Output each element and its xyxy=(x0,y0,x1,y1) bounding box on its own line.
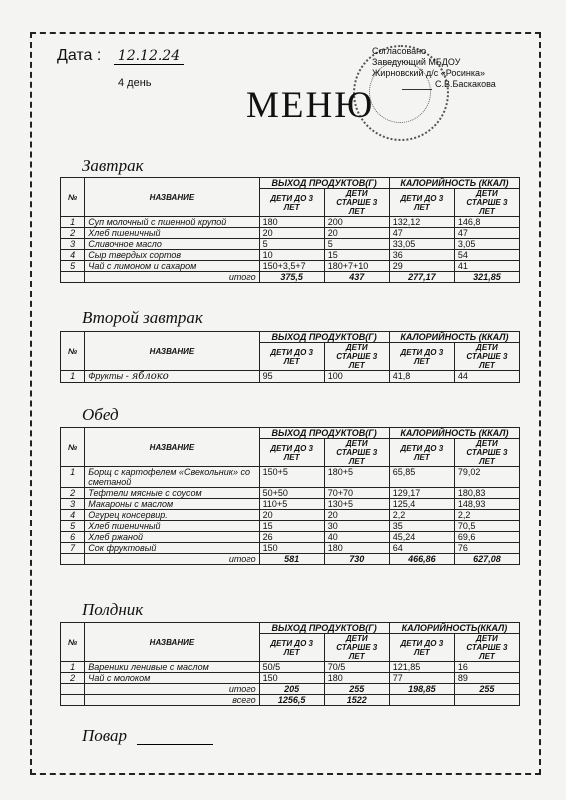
row-k2: 79,02 xyxy=(454,467,519,488)
row-q2: 30 xyxy=(324,521,389,532)
row-k2: 70,5 xyxy=(454,521,519,532)
section-title-second-breakfast: Второй завтрак xyxy=(82,308,203,327)
row-k1: 2,2 xyxy=(389,510,454,521)
row-k1: 35 xyxy=(389,521,454,532)
approver-signature xyxy=(402,89,432,90)
total-label: итого xyxy=(85,272,259,283)
row-num: 3 xyxy=(61,239,85,250)
total-label: итого xyxy=(85,554,259,565)
approver-name: С.В.Баскакова xyxy=(435,79,496,89)
cook-line xyxy=(82,726,213,746)
col-over3: ДЕТИ СТАРШЕ 3 ЛЕТ xyxy=(324,189,389,217)
row-k1: 132,12 xyxy=(389,217,454,228)
col-under3: ДЕТИ ДО 3 ЛЕТ xyxy=(259,189,324,217)
row-name: Хлеб пшеничный xyxy=(85,521,259,532)
row-q2: 20 xyxy=(324,510,389,521)
col-over3: ДЕТИ СТАРШЕ 3 ЛЕТ xyxy=(324,439,389,467)
col-num: № xyxy=(61,332,85,371)
row-k1: 64 xyxy=(389,543,454,554)
row-q2: 180+5 xyxy=(324,467,389,488)
row-k2: 54 xyxy=(454,250,519,261)
row-k2: 148,93 xyxy=(454,499,519,510)
section-title-lunch: Обед xyxy=(82,405,119,424)
table-row xyxy=(61,228,520,239)
total-k2: 321,85 xyxy=(454,272,519,283)
row-k2: 44 xyxy=(454,371,519,383)
table-row xyxy=(61,467,520,488)
row-k1: 47 xyxy=(389,228,454,239)
day-label: 4 день xyxy=(118,77,152,89)
cook-signature xyxy=(137,730,213,745)
col-over3: ДЕТИ СТАРШЕ 3 ЛЕТ xyxy=(454,343,519,371)
grand-total-q2: 1522 xyxy=(324,695,389,706)
col-output: ВЫХОД ПРОДУКТОВ(Г) xyxy=(259,178,389,189)
col-calories: КАЛОРИЙНОСТЬ (ККАЛ) xyxy=(389,428,519,439)
row-num: 1 xyxy=(61,662,85,673)
row-k2: 41 xyxy=(454,261,519,272)
row-name-text: Фрукты - xyxy=(88,371,129,381)
table-row xyxy=(61,371,520,383)
col-under3: ДЕТИ ДО 3 ЛЕТ xyxy=(389,343,454,371)
row-k2: 89 xyxy=(454,673,519,684)
row-name: Тефтели мясные с соусом xyxy=(85,488,259,499)
col-over3: ДЕТИ СТАРШЕ 3 ЛЕТ xyxy=(454,634,519,662)
row-num: 2 xyxy=(61,673,85,684)
row-q1: 150 xyxy=(259,543,324,554)
approval-block xyxy=(372,46,496,90)
table-row xyxy=(61,543,520,554)
row-q2: 15 xyxy=(324,250,389,261)
table-row xyxy=(61,499,520,510)
row-k2: 47 xyxy=(454,228,519,239)
row-name: Макароны с маслом xyxy=(85,499,259,510)
row-k2: 2,2 xyxy=(454,510,519,521)
total-k2: 627,08 xyxy=(454,554,519,565)
table-row xyxy=(61,673,520,684)
row-k1: 65,85 xyxy=(389,467,454,488)
row-q2: 5 xyxy=(324,239,389,250)
menu-title: МЕНЮ xyxy=(246,85,375,126)
col-under3: ДЕТИ ДО 3 ЛЕТ xyxy=(259,439,324,467)
col-name: НАЗВАНИЕ xyxy=(85,623,259,662)
row-k2: 76 xyxy=(454,543,519,554)
col-num: № xyxy=(61,428,85,467)
col-name: НАЗВАНИЕ xyxy=(85,332,259,371)
second-breakfast-table xyxy=(60,331,520,383)
row-name: Чай с лимоном и сахаром xyxy=(85,261,259,272)
total-row xyxy=(61,684,520,695)
col-under3: ДЕТИ ДО 3 ЛЕТ xyxy=(259,634,324,662)
row-q1: 150+3,5+7 xyxy=(259,261,324,272)
table-row xyxy=(61,217,520,228)
date-block xyxy=(57,47,184,65)
grand-total-q1: 1256,5 xyxy=(259,695,324,706)
row-num: 3 xyxy=(61,499,85,510)
row-num: 4 xyxy=(61,510,85,521)
row-q1: 15 xyxy=(259,521,324,532)
row-k2: 146,8 xyxy=(454,217,519,228)
row-k1: 129,17 xyxy=(389,488,454,499)
table-row xyxy=(61,488,520,499)
total-k1: 466,86 xyxy=(389,554,454,565)
row-q2: 100 xyxy=(324,371,389,383)
row-k2: 3,05 xyxy=(454,239,519,250)
row-name: Сливочное масло xyxy=(85,239,259,250)
col-output: ВЫХОД ПРОДУКТОВ(Г) xyxy=(259,428,389,439)
col-under3: ДЕТИ ДО 3 ЛЕТ xyxy=(259,343,324,371)
row-q2: 40 xyxy=(324,532,389,543)
date-value: 12.12.24 xyxy=(114,48,184,65)
col-num: № xyxy=(61,623,85,662)
total-q1: 205 xyxy=(259,684,324,695)
section-title-breakfast: Завтрак xyxy=(82,156,144,175)
row-q1: 26 xyxy=(259,532,324,543)
row-num: 2 xyxy=(61,488,85,499)
row-q2: 180 xyxy=(324,673,389,684)
row-num: 4 xyxy=(61,250,85,261)
row-num: 6 xyxy=(61,532,85,543)
row-num: 1 xyxy=(61,371,85,383)
approve-line: Согласовано xyxy=(372,46,427,56)
row-q1: 50+50 xyxy=(259,488,324,499)
total-q1: 375,5 xyxy=(259,272,324,283)
total-q2: 255 xyxy=(324,684,389,695)
row-q2: 200 xyxy=(324,217,389,228)
row-q1: 150+5 xyxy=(259,467,324,488)
row-k1: 121,85 xyxy=(389,662,454,673)
row-q2: 130+5 xyxy=(324,499,389,510)
row-k2: 16 xyxy=(454,662,519,673)
row-q2: 70/5 xyxy=(324,662,389,673)
col-name: НАЗВАНИЕ xyxy=(85,178,259,217)
row-num: 1 xyxy=(61,467,85,488)
col-under3: ДЕТИ ДО 3 ЛЕТ xyxy=(389,439,454,467)
row-q1: 110+5 xyxy=(259,499,324,510)
row-name: Хлеб пшеничный xyxy=(85,228,259,239)
row-k2: 180,83 xyxy=(454,488,519,499)
table-row xyxy=(61,521,520,532)
total-row xyxy=(61,272,520,283)
col-calories: КАЛОРИЙНОСТЬ(ККАЛ) xyxy=(389,623,519,634)
row-name: Вареники ленивые с маслом xyxy=(85,662,259,673)
col-under3: ДЕТИ ДО 3 ЛЕТ xyxy=(389,634,454,662)
row-name: Борщ с картофелем «Свекольник» со сметаной xyxy=(85,467,259,488)
total-k1: 277,17 xyxy=(389,272,454,283)
col-under3: ДЕТИ ДО 3 ЛЕТ xyxy=(389,189,454,217)
row-num: 5 xyxy=(61,261,85,272)
row-k1: 33,05 xyxy=(389,239,454,250)
table-row xyxy=(61,532,520,543)
row-num: 7 xyxy=(61,543,85,554)
col-over3: ДЕТИ СТАРШЕ 3 ЛЕТ xyxy=(324,343,389,371)
lunch-table xyxy=(60,427,520,565)
row-name: Огурец консервир. xyxy=(85,510,259,521)
col-name: НАЗВАНИЕ xyxy=(85,428,259,467)
col-calories: КАЛОРИЙНОСТЬ (ККАЛ) xyxy=(389,178,519,189)
row-name: Сок фруктовый xyxy=(85,543,259,554)
row-num: 1 xyxy=(61,217,85,228)
section-title-snack: Полдник xyxy=(82,600,144,619)
col-output: ВЫХОД ПРОДУКТОВ(Г) xyxy=(259,332,389,343)
total-k2: 255 xyxy=(454,684,519,695)
total-k1: 198,85 xyxy=(389,684,454,695)
table-row xyxy=(61,662,520,673)
row-q1: 5 xyxy=(259,239,324,250)
row-k1: 45,24 xyxy=(389,532,454,543)
row-num: 2 xyxy=(61,228,85,239)
row-name: Суп молочный с пшенной крупой xyxy=(85,217,259,228)
total-q2: 437 xyxy=(324,272,389,283)
table-row xyxy=(61,510,520,521)
col-calories: КАЛОРИЙНОСТЬ (ККАЛ) xyxy=(389,332,519,343)
total-q2: 730 xyxy=(324,554,389,565)
snack-table xyxy=(60,622,520,706)
row-name: Чай с молоком xyxy=(85,673,259,684)
row-k1: 125,4 xyxy=(389,499,454,510)
col-output: ВЫХОД ПРОДУКТОВ(Г) xyxy=(259,623,389,634)
approve-line: Заведующий МБДОУ xyxy=(372,57,461,67)
row-k1: 36 xyxy=(389,250,454,261)
row-k1: 77 xyxy=(389,673,454,684)
grand-total-label: всего xyxy=(85,695,259,706)
row-k1: 41,8 xyxy=(389,371,454,383)
row-name xyxy=(85,371,259,383)
table-row xyxy=(61,250,520,261)
row-q1: 50/5 xyxy=(259,662,324,673)
row-name: Хлеб ржаной xyxy=(85,532,259,543)
date-label: Дата : xyxy=(57,47,102,64)
row-k1: 29 xyxy=(389,261,454,272)
col-over3: ДЕТИ СТАРШЕ 3 ЛЕТ xyxy=(324,634,389,662)
total-row xyxy=(61,554,520,565)
row-q1: 150 xyxy=(259,673,324,684)
cook-label: Повар xyxy=(82,726,128,745)
row-name-handwritten: яблоко xyxy=(131,371,169,382)
table-row xyxy=(61,261,520,272)
row-q1: 20 xyxy=(259,228,324,239)
approve-line: Жирновский д/с «Росинка» xyxy=(372,68,486,78)
breakfast-table xyxy=(60,177,520,283)
col-over3: ДЕТИ СТАРШЕ 3 ЛЕТ xyxy=(454,189,519,217)
row-q1: 10 xyxy=(259,250,324,261)
row-q2: 20 xyxy=(324,228,389,239)
grand-total-row xyxy=(61,695,520,706)
col-num: № xyxy=(61,178,85,217)
row-q1: 180 xyxy=(259,217,324,228)
row-name: Сыр твердых сортов xyxy=(85,250,259,261)
row-q2: 180 xyxy=(324,543,389,554)
row-num: 5 xyxy=(61,521,85,532)
col-over3: ДЕТИ СТАРШЕ 3 ЛЕТ xyxy=(454,439,519,467)
row-q2: 70+70 xyxy=(324,488,389,499)
total-label: итого xyxy=(85,684,259,695)
total-q1: 581 xyxy=(259,554,324,565)
row-k2: 69,6 xyxy=(454,532,519,543)
row-q2: 180+7+10 xyxy=(324,261,389,272)
table-row xyxy=(61,239,520,250)
row-q1: 20 xyxy=(259,510,324,521)
row-q1: 95 xyxy=(259,371,324,383)
